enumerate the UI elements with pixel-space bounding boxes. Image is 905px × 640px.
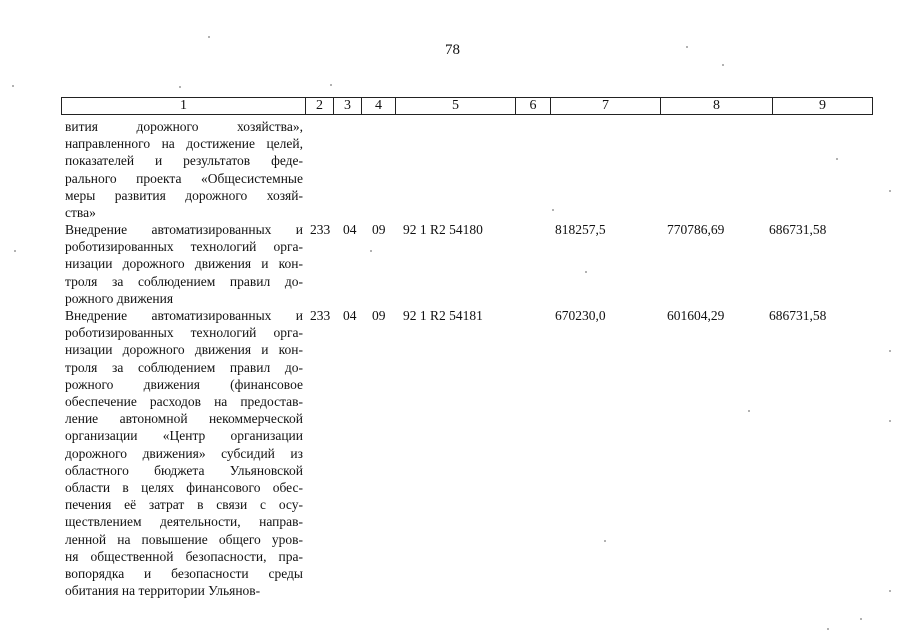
description-line: рожного движения	[65, 290, 174, 306]
row-col-2: 233	[310, 222, 331, 237]
row-col-3: 04	[343, 308, 357, 323]
description-line: роботизированных технологий орга-	[65, 239, 303, 255]
header-col-1: 1	[62, 98, 306, 115]
description-line: вопорядка и безопасности среды	[65, 566, 303, 582]
scan-speck	[889, 420, 891, 422]
description-line: организации «Центр организации	[65, 428, 303, 444]
scan-speck	[552, 209, 554, 211]
description-line: роботизированных технологий орга-	[65, 325, 303, 341]
scan-speck	[14, 250, 16, 252]
header-col-2: 2	[306, 98, 334, 115]
description-line: Внедрение автоматизированных и	[65, 308, 303, 323]
description-line: показателей и результатов феде-	[65, 153, 303, 169]
scan-speck	[208, 36, 210, 38]
scan-speck	[889, 350, 891, 352]
header-col-3: 3	[334, 98, 362, 115]
scan-speck	[585, 271, 587, 273]
row-col-5: 92 1 R2 54181	[403, 308, 483, 323]
description-line: рального проекта «Общесистемные	[65, 170, 303, 186]
description-line: дорожного движения» субсидий из	[65, 445, 303, 461]
row-description	[65, 118, 303, 221]
description-line: троля за соблюдением правил до-	[65, 359, 303, 375]
row-col-7: 670230,0	[555, 308, 606, 323]
scan-speck	[889, 190, 891, 192]
header-col-6: 6	[516, 98, 551, 115]
description-line: направленного на достижение целей,	[65, 136, 303, 152]
row-col-8: 601604,29	[667, 308, 725, 323]
scan-speck	[722, 64, 724, 66]
description-line: печения её затрат в связи с осу-	[65, 497, 303, 513]
row-col-4: 09	[372, 222, 386, 237]
header-col-5: 5	[396, 98, 516, 115]
scan-speck	[827, 628, 829, 630]
row-description	[65, 221, 303, 307]
table-header	[61, 97, 873, 115]
description-line: вития дорожного хозяйства»,	[65, 119, 303, 134]
description-line: троля за соблюдением правил до-	[65, 273, 303, 289]
description-line: ленной на повышение общего уров-	[65, 531, 303, 547]
description-line: ня общественной безопасности, пра-	[65, 548, 303, 564]
header-col-9: 9	[773, 98, 873, 115]
scan-speck	[686, 46, 688, 48]
scan-speck	[836, 158, 838, 160]
scan-speck	[860, 618, 862, 620]
description-line: области в целях финансового обес-	[65, 480, 303, 496]
row-col-8: 770786,69	[667, 222, 725, 237]
scan-speck	[748, 410, 750, 412]
row-col-3: 04	[343, 222, 357, 237]
page-number: 78	[445, 42, 460, 58]
header-col-8: 8	[661, 98, 773, 115]
row-col-7: 818257,5	[555, 222, 606, 237]
row-col-9: 686731,58	[769, 222, 827, 237]
description-line: рожного движения (финансовое	[65, 376, 303, 392]
scan-speck	[889, 590, 891, 592]
description-line: ществлением деятельности, направ-	[65, 514, 303, 530]
description-line: низации дорожного движения и кон-	[65, 256, 303, 272]
description-line: меры развития дорожного хозяй-	[65, 187, 303, 203]
description-line: низации дорожного движения и кон-	[65, 342, 303, 358]
description-line: областного бюджета Ульяновской	[65, 462, 303, 478]
description-line: обитания на территории Ульянов-	[65, 583, 261, 599]
header-col-4: 4	[362, 98, 396, 115]
row-col-2: 233	[310, 308, 331, 323]
description-line: Внедрение автоматизированных и	[65, 222, 303, 237]
description-line: обеспечение расходов на предостав-	[65, 394, 303, 410]
scan-speck	[604, 540, 606, 542]
row-col-9: 686731,58	[769, 308, 827, 323]
description-line: ление автономной некоммерческой	[65, 411, 303, 427]
scan-speck	[370, 250, 372, 252]
scan-speck	[330, 84, 332, 86]
row-col-5: 92 1 R2 54180	[403, 222, 483, 237]
row-col-4: 09	[372, 308, 386, 323]
row-description	[65, 307, 303, 599]
scan-speck	[12, 85, 14, 87]
header-col-7: 7	[551, 98, 661, 115]
description-line: ства»	[65, 205, 96, 221]
scan-speck	[179, 86, 181, 88]
